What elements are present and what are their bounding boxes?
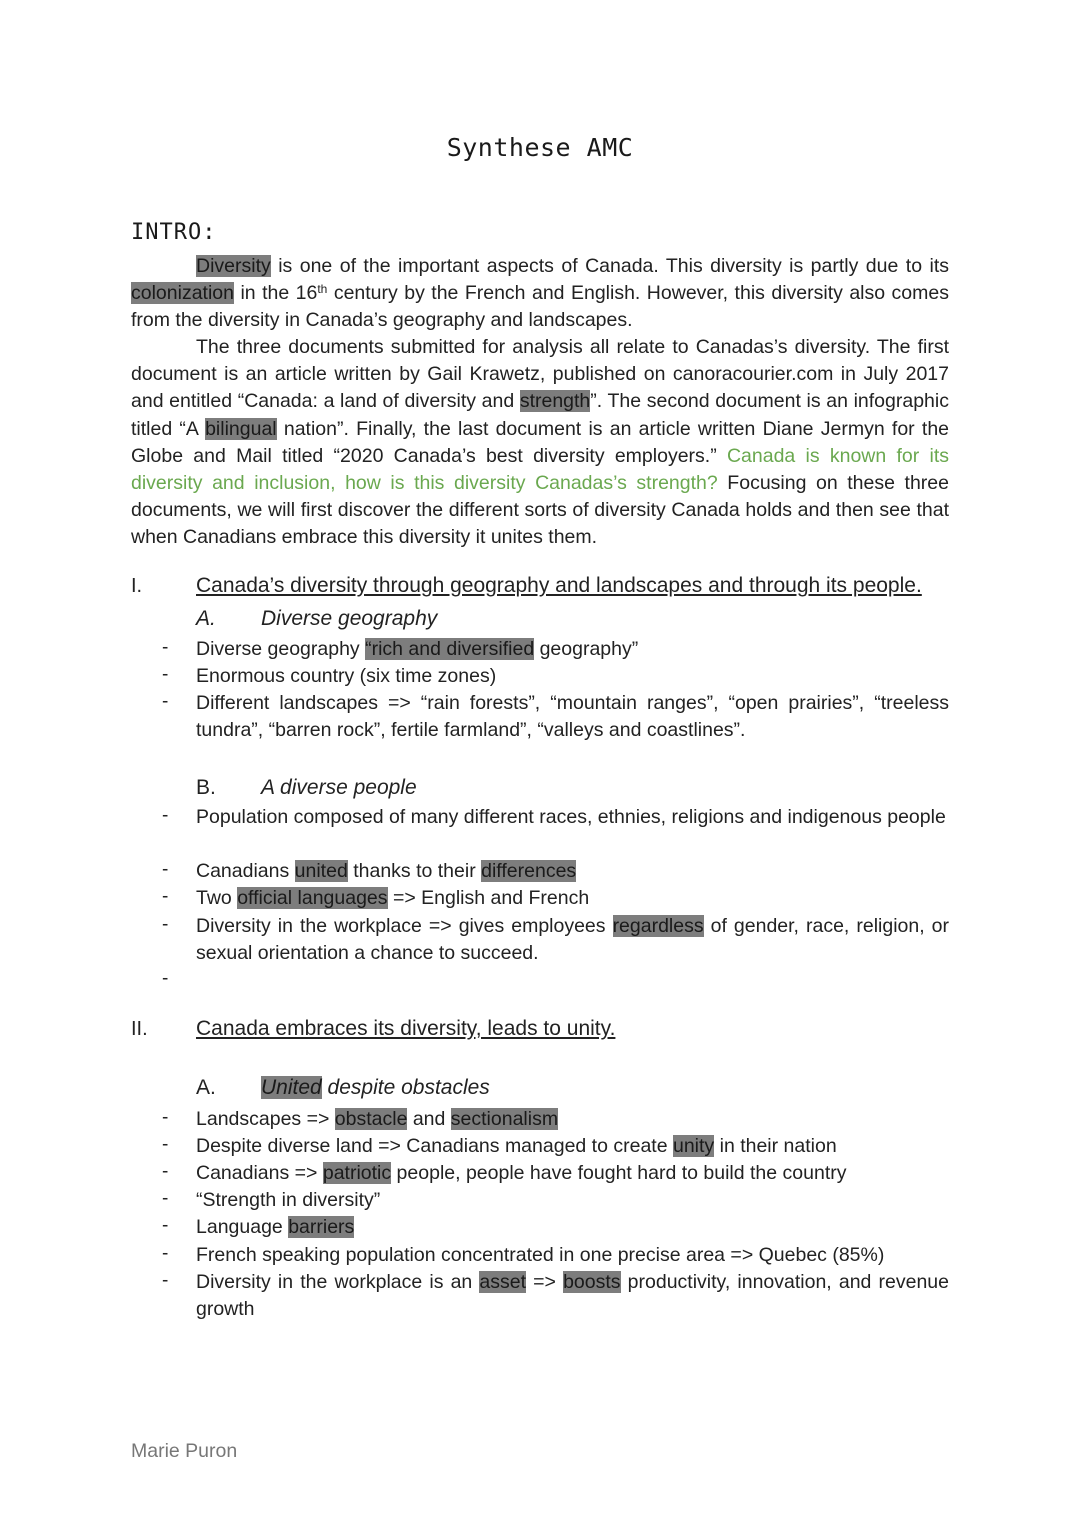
author-name: Marie Puron <box>131 1440 238 1462</box>
section-1-title: Canada’s diversity through geography and landscapes and through its people. <box>196 574 922 597</box>
intro-paragraph-2: The three documents submitted for analysis all relate to Canadas’s diversity. The first document is an article written by Gail Krawetz, published on canoracourier.com in July 2017 and entitled “Canada: a land of diversity and strength”. The second document is an infographic titled “A bilingual nation”. Finally, the last document is an article written Diane Jermyn for the Globe and Mail titled “2020 Canada’s best diversity employers.” Canada is known for its diversity and inclusion, how is this diversity Canadas’s strength? Focusing on these three documents, we will first discover the different sorts of diversity Canada holds and then see that when Canadians embrace this diversity it unites them. <box>131 336 950 549</box>
list-item: “Strength in diversity” <box>196 1189 381 1211</box>
list-item: Diverse geography “rich and diversified geography” <box>196 638 639 660</box>
list-item: Two official languages => English and French <box>196 887 590 909</box>
list-item: French speaking population concentrated in one precise area => Quebec (85%) <box>196 1244 885 1266</box>
section-2-numeral: II. <box>131 1018 148 1040</box>
list-item: Canadians => patriotic people, people have fought hard to build the country <box>196 1162 847 1184</box>
list-item: Different landscapes => “rain forests”, “mountain ranges”, “open prairies”, “treeless tundra”, “barren rock”, fertile farmland”, “valleys and coastlines”. <box>196 692 949 742</box>
intro-heading: INTRO: <box>131 220 217 245</box>
highlight-colonization: colonization <box>131 282 234 305</box>
bullet-dash: - <box>162 1107 169 1128</box>
list-item: Canadians united thanks to their differences <box>196 860 577 882</box>
problematic-question: Canada is known for its diversity and inclusion, how is this diversity Canadas’s strength? <box>131 444 950 495</box>
section-1b-heading: B. A diverse people <box>196 776 417 799</box>
list-item: Population composed of many different races, ethnies, religions and indigenous people <box>196 806 946 828</box>
list-item: Enormous country (six time zones) <box>196 665 497 687</box>
bullet-dash: - <box>162 637 169 658</box>
bullet-dash: - <box>162 805 169 826</box>
list-item: Landscapes => obstacle and sectionalism <box>196 1108 559 1130</box>
list-item: Despite diverse land => Canadians managed to create unity in their nation <box>196 1135 837 1157</box>
bullet-dash: - <box>162 664 169 685</box>
bullet-dash: - <box>162 1134 169 1155</box>
bullet-dash: - <box>162 1188 169 1209</box>
bullet-dash: - <box>162 691 169 712</box>
highlight-strength: strength <box>519 390 591 413</box>
bullet-dash: - <box>162 886 169 907</box>
bullet-dash: - <box>162 1161 169 1182</box>
page-title: Synthese AMC <box>446 133 634 162</box>
bullet-dash: - <box>162 968 169 989</box>
section-1a-heading: A. Diverse geography <box>196 607 438 630</box>
section-1-numeral: I. <box>131 575 143 597</box>
intro-paragraph-1: Diversity is one of the important aspects of Canada. This diversity is partly due to its colonization in the 16th century by the French and English. However, this diversity also comes from the diversity in Canada’s geography and landscapes. <box>131 255 949 332</box>
list-item: Language barriers <box>196 1216 355 1238</box>
list-item: Diversity in the workplace => gives employees regardless of gender, race, religion, or sexual orientation a chance to succeed. <box>196 915 950 965</box>
list-item: Diversity in the workplace is an asset => boosts productivity, innovation, and revenue growth <box>196 1271 949 1321</box>
bullet-dash: - <box>162 914 169 935</box>
section-2-title: Canada embraces its diversity, leads to unity. <box>196 1017 616 1040</box>
highlight-bilingual: bilingual <box>205 417 277 440</box>
bullet-dash: - <box>162 859 169 880</box>
bullet-dash: - <box>162 1270 169 1291</box>
section-2a-heading: A. United despite obstacles <box>196 1076 490 1099</box>
bullet-dash: - <box>162 1243 169 1264</box>
highlight-diversity: Diversity <box>196 255 271 277</box>
bullet-dash: - <box>162 1215 169 1236</box>
